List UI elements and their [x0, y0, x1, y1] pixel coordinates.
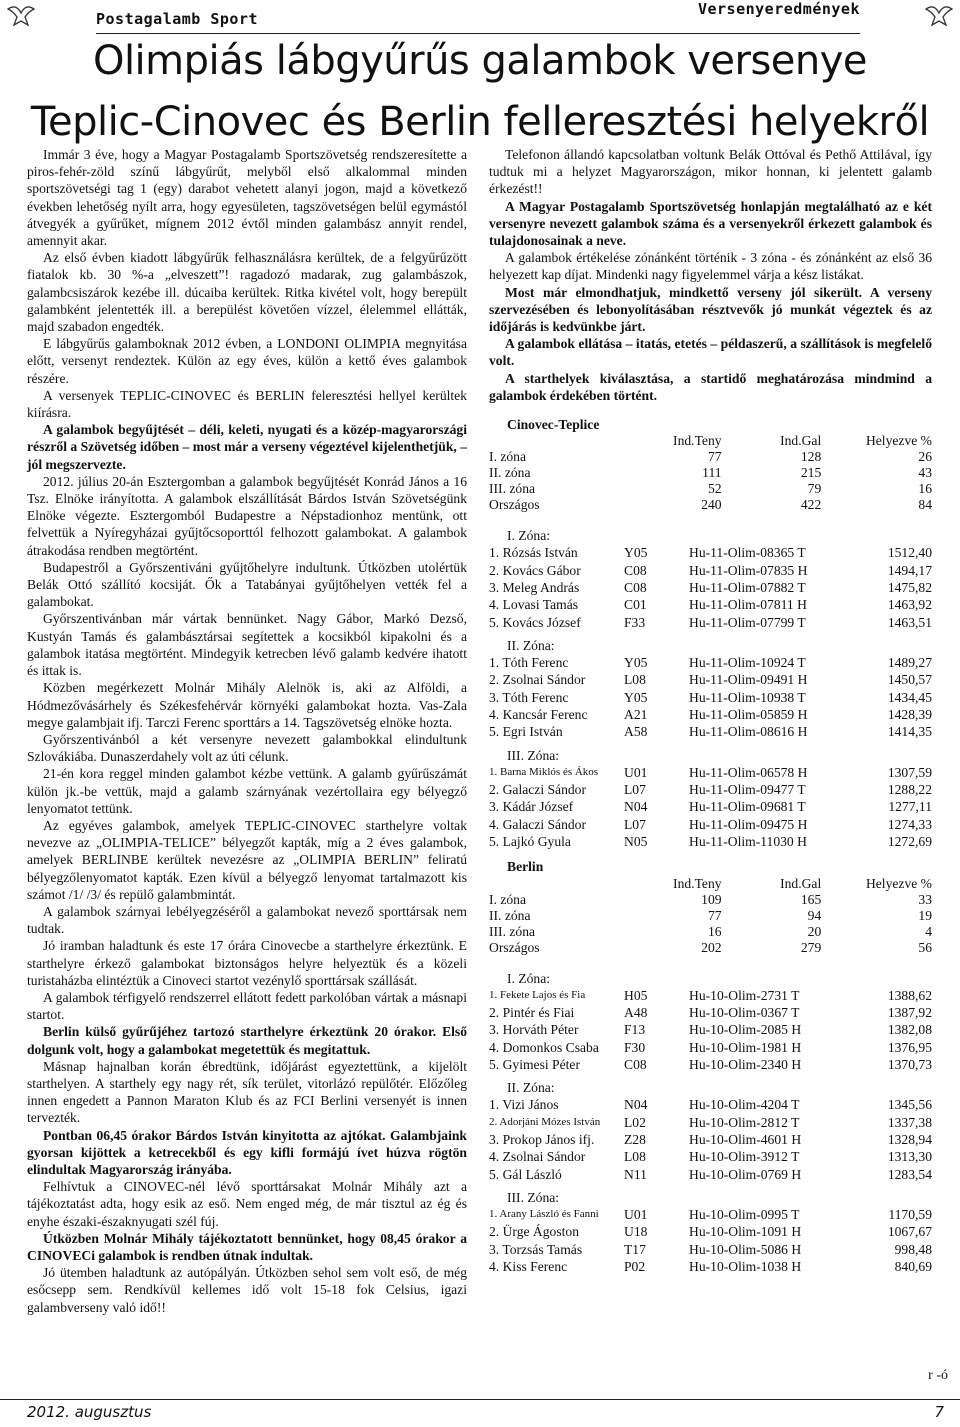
table-cell: N11 — [624, 1166, 647, 1182]
column-header: Helyezve % — [865, 433, 932, 449]
table-cell: 1337,38 — [887, 1114, 932, 1130]
table-row — [489, 449, 932, 465]
table-cell: Hu-10-Olim-5086 H — [689, 1241, 802, 1257]
paragraph: Most már elmondhatjuk, mindkettő verseny jól sikerült. A verseny szervezésében és lebonyolításában résztvevők jó munkát végeztek és az időjárás is kedvünkbe járt. — [489, 284, 932, 335]
table-cell: 1170,59 — [888, 1207, 932, 1223]
table-cell: 1382,08 — [887, 1022, 932, 1038]
table-cell: 3. Horváth Péter — [489, 1022, 579, 1038]
paragraph: Útközben Molnár Mihály tájékoztatott bennünket, hogy 08,45 órakor a CINOVECi galambok is rendben útnak indultak. — [27, 1230, 467, 1263]
table-row — [489, 1223, 932, 1240]
table-row — [489, 1039, 932, 1056]
table-cell: 4. Kancsár Ferenc — [489, 707, 588, 723]
table-cell: 5. Gyimesi Péter — [489, 1056, 580, 1072]
paragraph: A galambok térfigyelő rendszerrel ellátott fedett parkolóban vártak a másnapi startot. — [27, 989, 467, 1023]
table-cell: H05 — [624, 987, 648, 1003]
table-cell: Hu-10-Olim-0367 T — [689, 1005, 800, 1021]
table-cell: 3. Meleg András — [489, 580, 580, 596]
table-cell: Z28 — [624, 1132, 646, 1147]
table-cell: 5. Egri István — [489, 724, 563, 740]
table-cell: 1277,11 — [888, 799, 932, 815]
table-row — [489, 833, 932, 850]
table-cell: Hu-11-Olim-08616 H — [689, 724, 808, 740]
table-cell: Hu-10-Olim-2340 H — [689, 1056, 802, 1072]
table-cell: 128 — [800, 449, 822, 465]
table-row — [489, 481, 932, 497]
table-cell: Y05 — [624, 655, 648, 671]
table-cell: 5. Gál László — [489, 1166, 562, 1182]
paragraph: Telefonon állandó kapcsolatban voltunk Belák Ottóval és Pethő Attilával, így tudtuk mi a helyzet Magyarországon, mikor honnan, ki jelentett galamb érkezést!! — [489, 147, 932, 197]
table-row — [489, 1241, 932, 1258]
table-cell: 1463,51 — [887, 614, 932, 630]
table-cell: 215 — [800, 465, 822, 481]
table-cell: Hu-10-Olim-2085 H — [689, 1022, 802, 1038]
table-cell: 1272,69 — [887, 834, 932, 850]
paragraph: Berlin külső gyűrűjéhez tartozó starthelyre érkeztünk 20 órakor. Első dolgunk volt, hogy a galambokat megetettük és megitattuk. — [27, 1024, 467, 1057]
table-cell: N04 — [624, 799, 648, 815]
table-cell: 56 — [918, 939, 932, 955]
table-row — [489, 562, 932, 579]
table-cell: 1. Arany László és Fanni — [489, 1208, 599, 1221]
right-column — [489, 146, 932, 1275]
ranking-table — [489, 544, 932, 630]
table-cell: Hu-11-Olim-09477 T — [689, 782, 806, 798]
ranking-table — [489, 654, 932, 740]
table-row — [489, 1206, 932, 1223]
table-row — [489, 671, 932, 688]
table-cell: 422 — [800, 497, 822, 513]
ranking-table — [489, 1096, 932, 1182]
table-row — [489, 798, 932, 815]
table-cell: C08 — [624, 580, 647, 596]
table-cell: 1414,35 — [887, 724, 932, 740]
table-cell: 1475,82 — [887, 580, 932, 596]
table-row — [489, 940, 932, 956]
paragraph: A galambok értékelése zónánként történik - 3 zóna - és zónánként az első 36 helyezett kap díjat. Mindenki nagy figyelemmel várja a kész listákat. — [489, 250, 932, 283]
table-cell: 279 — [800, 939, 822, 955]
table-cell: 1450,57 — [887, 672, 932, 688]
footer-rule — [0, 1399, 960, 1400]
table-row — [489, 781, 932, 798]
table-row — [489, 497, 932, 513]
table-cell: Hu-10-Olim-0995 T — [689, 1207, 800, 1223]
table-cell: 20 — [807, 923, 822, 939]
table-cell: 77 — [707, 907, 722, 923]
zone-label: III. Zóna: — [507, 1189, 560, 1205]
table-cell: 4. Galaczi Sándor — [489, 816, 587, 832]
table-cell: 1388,62 — [887, 987, 932, 1003]
table-cell: Y05 — [624, 689, 648, 705]
table-cell: P02 — [624, 1258, 646, 1274]
paragraph: A galambok ellátása – itatás, etetés – példaszerű, a szállítások is megfelelő volt. — [489, 336, 932, 369]
table-cell: 77 — [707, 449, 722, 465]
table-cell: 1512,40 — [887, 545, 932, 561]
table-cell: 1067,67 — [887, 1224, 932, 1240]
paragraph: A Magyar Postagalamb Sportszövetség honlapján megtalálható az e két versenyre nevezett galambok száma és a versenyekről érkezett galambok és tulajdonosainak a neve. — [489, 198, 932, 249]
table-cell: Hu-11-Olim-07835 H — [689, 562, 808, 578]
table-cell: L02 — [624, 1114, 646, 1130]
table-row — [489, 1258, 932, 1275]
table-cell: 4. Domonkos Csaba — [489, 1039, 599, 1055]
table-cell: 1. Rózsás István — [489, 545, 578, 561]
table-cell: Hu-11-Olim-10924 T — [689, 655, 806, 671]
table-row — [489, 908, 932, 924]
table-cell: I. zóna — [489, 449, 526, 465]
page-number: 7 — [934, 1403, 944, 1421]
table-cell: Hu-10-Olim-4601 H — [689, 1132, 802, 1147]
paragraph: 2012. július 20-án Esztergomban a galambok begyűjtését Konrád János a 16 Tsz. Elnöke irányította. A galambok elszállítását Bárdos István Szövetségünk Elnöke végezte. Esztergomból Budapestre a Népstadionhoz mentünk, ott felvettük a Nyíregyházai gyűjtőcsoporttól felhozott galambokat. A galambok átrakodása rendben megtörtént. — [27, 473, 467, 558]
berlin-results — [489, 858, 932, 1275]
pigeon-icon — [924, 3, 954, 29]
column-header: Ind.Teny — [673, 875, 722, 891]
table-row — [489, 579, 932, 596]
table-cell: II. zóna — [489, 465, 531, 481]
section-name: Versenyeredmények — [697, 0, 860, 18]
zone-label: III. Zóna: — [507, 747, 560, 763]
column-header: Helyezve % — [865, 875, 932, 891]
table-cell: 2. Kovács Gábor — [489, 562, 581, 578]
table-cell: 16 — [707, 923, 722, 939]
left-column — [27, 146, 467, 1316]
table-cell: C08 — [624, 1056, 647, 1072]
table-cell: Hu-10-Olim-1091 H — [689, 1224, 802, 1240]
table-cell: 109 — [701, 891, 722, 907]
magazine-name: Postagalamb Sport — [96, 10, 259, 28]
ranking-table — [489, 764, 932, 850]
column-header: Ind.Gal — [780, 433, 822, 449]
table-cell: U01 — [624, 1207, 648, 1223]
pigeon-icon — [6, 3, 36, 29]
table-row — [489, 544, 932, 561]
author-signature: r -ó — [928, 1368, 948, 1383]
summary-table — [489, 433, 932, 513]
cinovec-results — [489, 416, 932, 850]
table-row — [489, 689, 932, 706]
zone-label: II. Zóna: — [507, 637, 555, 653]
table-cell: Hu-11-Olim-05859 H — [689, 707, 808, 723]
table-cell: 43 — [918, 465, 932, 481]
paragraph: A galambok szárnyai lebélyegzéséről a galambokat nevező sporttársak nem tudtak. — [27, 903, 467, 937]
table-cell: Hu-10-Olim-1038 H — [689, 1258, 802, 1274]
table-cell: 1376,95 — [887, 1039, 932, 1055]
table-cell: II. zóna — [489, 907, 531, 923]
table-row — [489, 614, 932, 631]
column-header: Ind.Teny — [673, 433, 722, 449]
table-cell: L07 — [624, 782, 646, 798]
table-cell: 240 — [701, 497, 722, 513]
table-cell: Országos — [489, 939, 540, 955]
table-row — [489, 596, 932, 613]
table-cell: 5. Lajkó Gyula — [489, 834, 571, 850]
table-cell: 3. Kádár József — [489, 799, 574, 815]
table-cell: 165 — [800, 891, 822, 907]
table-cell: 2. Ürge Ágoston — [489, 1224, 579, 1240]
table-cell: A21 — [624, 707, 648, 723]
table-row — [489, 465, 932, 481]
table-cell: 1345,56 — [887, 1097, 932, 1113]
table-cell: Hu-10-Olim-2731 T — [689, 987, 800, 1003]
paragraph: Közben megérkezett Molnár Mihály Alelnök is, aki az Alföldi, a Hódmezővásárhely és Székesfehérvár környéki galambokat hozta. Vas-Zala megye galambjait ifj. Tarczi Ferenc sporttárs a 14. Tagszövetség elnöke hozta. — [27, 680, 467, 730]
table-row — [489, 892, 932, 908]
paragraph: A starthelyek kiválasztása, a startidő meghatározása mindmind a galambok érdekében történt. — [489, 370, 932, 403]
table-header-row — [489, 433, 932, 449]
table-cell: 94 — [807, 907, 822, 923]
table-row — [489, 1131, 932, 1148]
zone-label: I. Zóna: — [507, 970, 551, 986]
table-cell: 1. Tóth Ferenc — [489, 655, 569, 671]
header-rule — [96, 33, 860, 34]
article-subtitle: Teplic-Cinovec és Berlin felleresztési helyekről — [30, 99, 930, 145]
table-cell: U01 — [624, 764, 648, 780]
table-cell: Hu-11-Olim-10938 T — [689, 689, 806, 705]
paragraph: Budapestről a Győrszentiváni gyűjtőhelyre indultunk. Útközben utolértük Belák Ottó szállító kocsiját. Ők a Tatabányai gyűjtőhelyen vették fel a galambokat. — [27, 559, 467, 610]
table-cell: 26 — [918, 449, 932, 465]
table-cell: C01 — [624, 597, 647, 613]
table-cell: 33 — [918, 891, 932, 907]
table-cell: A48 — [624, 1005, 648, 1021]
table-cell: Hu-10-Olim-1981 H — [689, 1039, 802, 1055]
paragraph: Az első évben kiadott lábgyűrűk felhasználásra kerültek, de a felgyűrűzött fiatalok kb. 30 %-a „elveszett”! ragadozó madarak, zug galambászok, galambcsiszárok kezébe ill. dúcaiba kerültek. Ritka kivétel volt, hogy berepült galambként jelentették ill. a berepülést követően vízzel, élelemmel ellátták, majd szabadon engedték. — [27, 250, 467, 335]
table-cell: 3. Tóth Ferenc — [489, 689, 569, 705]
table-cell: 1274,33 — [887, 816, 932, 832]
paragraph: Jó ütemben haladtunk az autópályán. Útközben sehol sem volt eső, de még esőcsepp sem. Rendkívül kellemes idő volt 15-18 fok Celsius, igazi galambverseny való idő!! — [27, 1265, 467, 1315]
table-cell: 2. Adorjáni Mózes István — [489, 1115, 601, 1128]
table-cell: 16 — [918, 481, 932, 497]
table-cell: 2. Zsolnai Sándor — [489, 672, 586, 688]
table-cell: 52 — [707, 481, 722, 497]
table-cell: 202 — [701, 939, 722, 955]
paragraph: A versenyek TEPLIC-CINOVEC és BERLIN feleresztési hellyel kerültek kiírásra. — [27, 387, 467, 421]
table-cell: 3. Torzsás Tamás — [489, 1241, 583, 1257]
article-title: Olimpiás lábgyűrűs galambok versenye — [92, 38, 868, 84]
table-cell: 2. Pintér és Fiai — [489, 1005, 575, 1021]
table-row — [489, 924, 932, 940]
table-cell: A58 — [624, 724, 648, 740]
paragraph: Immár 3 éve, hogy a Magyar Postagalamb Sportszövetség rendszeresítette a piros-fehér-zöld színű lábgyűrűt, melyből első alkalommal minden sportszövetségi tag 1 (egy) darabot vehetett alanyi jogon, majd a következő években lehetőség nyílt arra, hogy egyesületen, tagszövetségen belül egymástól átvegyék a gyűrűket, mígnem 2012 évtől minden galambász annyit rendel, amennyit akar. — [27, 147, 467, 249]
table-cell: N04 — [624, 1097, 648, 1113]
paragraph: Az egyéves galambok, amelyek TEPLIC-CINOVEC starthelyre voltak nevezve az „OLIMPIA-TELICE” bélyegzőt kapták, míg a 2 éves galambok, amelyek BERLINBE kerültek nevezésre az „OLIMPIA BERLIN” feliratú bélyegzőlenyomatot kapták. Ezen kívül a bélyegző lenyomat tartalmazott kis számot /1/ /3/ és repülő galambmintát. — [27, 817, 467, 902]
zone-label: II. Zóna: — [507, 1080, 555, 1096]
table-cell: 1489,27 — [887, 655, 932, 671]
table-cell: 1. Fekete Lajos és Fia — [489, 988, 586, 1001]
table-cell: C08 — [624, 562, 647, 578]
table-cell: Hu-11-Olim-07882 T — [689, 580, 806, 596]
paragraph: Győrszentivánból a két versenyre nevezett galambokkal elindultunk Szlovákiába. Dunaszerdahely volt az úti célunk. — [27, 731, 467, 765]
table-row — [489, 1166, 932, 1183]
table-cell: Hu-10-Olim-0769 H — [689, 1166, 802, 1182]
table-row — [489, 1114, 932, 1131]
table-cell: 1434,45 — [887, 689, 932, 705]
table-cell: 4. Kiss Ferenc — [489, 1258, 568, 1274]
table-row — [489, 1148, 932, 1165]
table-cell: 1283,54 — [887, 1166, 932, 1182]
table-cell: 79 — [807, 481, 822, 497]
table-cell: 4. Zsolnai Sándor — [489, 1149, 586, 1165]
table-cell: 1. Vizi János — [489, 1097, 559, 1113]
table-header-row — [489, 876, 932, 892]
paragraph: Jó iramban haladtunk és este 17 órára Cinovecbe a starthelyre érkeztünk. E starthelyre érkező galambokat biztonságos helyre helyeztük és a közeli turistaházba elintéztük a Cinoveci startot vezénylő sporttársak szállását. — [27, 938, 467, 988]
table-cell: Országos — [489, 497, 540, 513]
table-cell: 1328,94 — [887, 1132, 932, 1147]
table-row — [489, 654, 932, 671]
table-cell: Y05 — [624, 545, 648, 561]
table-cell: N05 — [624, 834, 648, 850]
paragraph: A galambok begyűjtését – déli, keleti, nyugati és a közép-magyarországi részről a Szövetség időben – most már a verseny végeztével kijelenthetjük, – jól megszervezte. — [27, 422, 467, 472]
table-cell: 1313,30 — [887, 1149, 932, 1165]
table-cell: Hu-10-Olim-3912 T — [689, 1149, 800, 1165]
table-cell: 19 — [918, 907, 932, 923]
table-cell: 1463,92 — [887, 597, 932, 613]
table-cell: Hu-11-Olim-06578 H — [689, 764, 808, 780]
table-cell: 1494,17 — [887, 562, 932, 578]
table-cell: Hu-11-Olim-09475 H — [689, 816, 808, 832]
table-cell: 2. Galaczi Sándor — [489, 782, 587, 798]
table-cell: Hu-11-Olim-09491 H — [689, 672, 808, 688]
page-header — [0, 0, 960, 40]
table-cell: Hu-11-Olim-09681 T — [689, 799, 806, 815]
table-row — [489, 816, 932, 833]
table-cell: 84 — [918, 497, 932, 513]
table-cell: L08 — [624, 1149, 646, 1165]
table-cell: U18 — [624, 1224, 648, 1240]
table-cell: 4. Lovasi Tamás — [489, 597, 579, 613]
table-cell: III. zóna — [489, 923, 536, 939]
table-cell: Hu-11-Olim-11030 H — [689, 834, 807, 850]
summary-table — [489, 876, 932, 956]
table-cell: T17 — [624, 1241, 646, 1257]
table-cell: F33 — [624, 614, 646, 630]
table-row — [489, 706, 932, 723]
results-title: Berlin — [507, 859, 544, 875]
ranking-table — [489, 1206, 932, 1275]
table-cell: 998,48 — [894, 1241, 932, 1257]
ranking-table — [489, 987, 932, 1073]
table-cell: 111 — [702, 465, 722, 481]
issue-date: 2012. augusztus — [27, 1403, 152, 1421]
table-row — [489, 1004, 932, 1021]
table-cell: Hu-10-Olim-2812 T — [689, 1114, 800, 1130]
paragraph: 21-én kora reggel minden galambot kézbe vettünk. A galamb gyűrűszámát külön jk.-be vettük, majd a galamb szárnyának vezértollaira egy bélyegző lenyomatot tettünk. — [27, 766, 467, 816]
table-cell: 3. Prokop János ifj. — [489, 1132, 595, 1147]
table-cell: 4 — [925, 923, 932, 939]
table-cell: III. zóna — [489, 481, 536, 497]
table-row — [489, 987, 932, 1004]
zone-label: I. Zóna: — [507, 528, 551, 544]
table-cell: 1387,92 — [887, 1005, 932, 1021]
table-cell: 1370,73 — [887, 1056, 932, 1072]
table-cell: Hu-11-Olim-07799 T — [689, 614, 806, 630]
table-cell: 5. Kovács József — [489, 614, 581, 630]
table-cell: F13 — [624, 1022, 646, 1038]
table-cell: I. zóna — [489, 891, 526, 907]
table-cell: 1307,59 — [887, 764, 932, 780]
table-cell: Hu-10-Olim-4204 T — [689, 1097, 800, 1113]
paragraph: Másnap hajnalban korán ébredtünk, időjárást egyeztettünk, a kijelölt starthelyen. A starthely egy nagy rét, sík terület, vitorlázó repülőtér. Előzőleg innen engedett a Pannon Maraton Klub és az FCI Berlini versenyét is innen tervezték. — [27, 1058, 467, 1126]
table-cell: 840,69 — [894, 1258, 932, 1274]
paragraph: Pontban 06,45 órakor Bárdos István kinyitotta az ajtókat. Galambjaink gyorsan kijöttek a ketrecekből és egy kifli formájú ívet húzva rögtön elindultak Magyarország irányába. — [27, 1127, 467, 1177]
table-cell: L08 — [624, 672, 646, 688]
table-cell: Hu-11-Olim-07811 H — [689, 597, 807, 613]
paragraph: Győrszentivánban már vártak bennünket. Nagy Gábor, Markó Dezső, Kustyán Tamás és galambásztársai segítettek a kocsikból kipakolni és a galambok itatása megtörtént. Mindegyik ketrecben lévő galamb kedvére ihatott és ittak is. — [27, 611, 467, 679]
table-cell: L07 — [624, 816, 646, 832]
table-cell: Hu-11-Olim-08365 T — [689, 545, 806, 561]
table-cell: 1. Barna Miklós és Ákos — [489, 765, 599, 778]
table-cell: F30 — [624, 1039, 646, 1055]
column-header: Ind.Gal — [780, 875, 822, 891]
table-row — [489, 1096, 932, 1113]
table-cell: 1288,22 — [887, 782, 932, 798]
results-title: Cinovec-Teplice — [507, 417, 600, 433]
table-row — [489, 1056, 932, 1073]
paragraph: Felhívtuk a CINOVEC-nél lévő sporttársakat Molnár Mihály azt a tájékoztatást adta, hogy esik az eső. Nem enged még, de már tisztul az ég és enyhe északi-északnyugati szél fúj. — [27, 1179, 467, 1229]
table-cell: 1428,39 — [887, 707, 932, 723]
table-row — [489, 723, 932, 740]
table-row — [489, 764, 932, 781]
table-row — [489, 1021, 932, 1038]
paragraph: E lábgyűrűs galamboknak 2012 évben, a LONDONI OLIMPIA megnyitása előtt, versenyt rendeztek. Külön az egy éves, külön a kettő éves galambok részére. — [27, 336, 467, 386]
